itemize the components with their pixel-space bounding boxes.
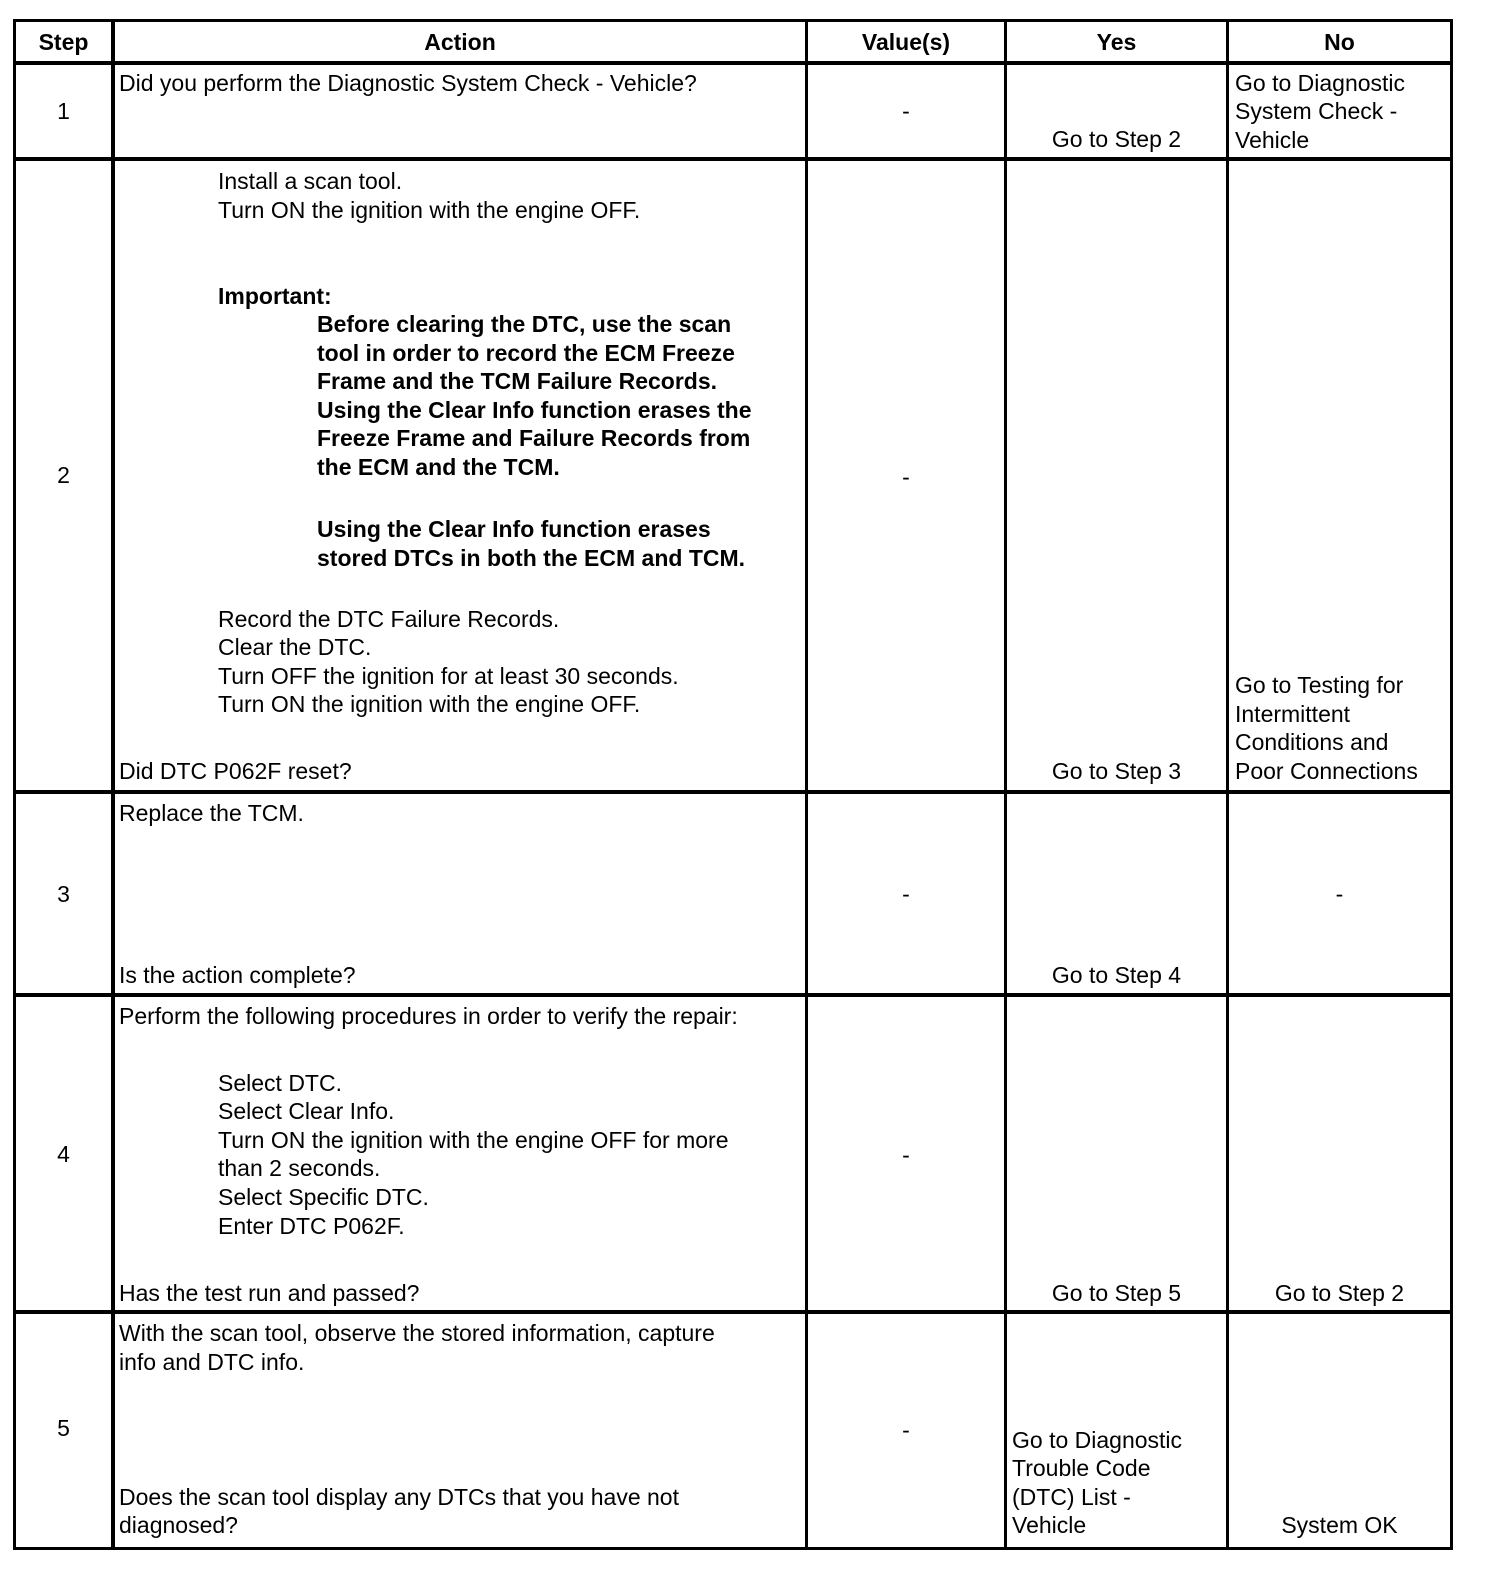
important-note-line: Freeze Frame and Failure Records from: [317, 425, 751, 451]
no-cell: System OK: [1281, 1512, 1398, 1538]
action-text: Perform the following procedures in order to verify the repair:: [119, 1003, 738, 1029]
header-yes: Yes: [1096, 29, 1137, 55]
step-number: 5: [57, 1415, 70, 1441]
header-step: Step: [38, 29, 89, 55]
action-question: Did DTC P062F reset?: [119, 758, 352, 784]
action-question-line: diagnosed?: [119, 1512, 238, 1538]
value-cell: -: [902, 98, 910, 124]
procedure-line: Record the DTC Failure Records.: [218, 606, 560, 632]
yes-cell: Go to Step 3: [1051, 758, 1182, 784]
procedure-line: Turn ON the ignition with the engine OFF.: [218, 691, 641, 717]
no-cell-line: Go to Diagnostic: [1235, 70, 1406, 96]
table-border-bottom: [13, 1547, 1453, 1550]
procedure-line: Turn ON the ignition with the engine OFF.: [218, 197, 641, 223]
yes-cell-line: (DTC) List -: [1012, 1484, 1131, 1510]
procedure-line: Select DTC.: [218, 1070, 342, 1096]
important-label: Important:: [218, 283, 332, 309]
diagnostic-table: [13, 19, 1453, 1550]
important-note-line: Using the Clear Info function erases: [317, 516, 711, 542]
column-divider: [111, 19, 115, 1550]
no-cell: -: [1335, 881, 1344, 907]
step-number: 2: [57, 462, 70, 488]
table-border-left: [13, 19, 16, 1550]
procedure-line: Turn OFF the ignition for at least 30 seconds.: [218, 663, 679, 689]
procedure-line: than 2 seconds.: [218, 1155, 381, 1181]
important-note-line: tool in order to record the ECM Freeze: [317, 340, 735, 366]
procedure-line: Turn ON the ignition with the engine OFF for more: [218, 1127, 729, 1153]
important-note-line: Before clearing the DTC, use the scan: [317, 311, 732, 337]
row-divider: [13, 61, 1453, 65]
yes-cell-line: Trouble Code: [1012, 1455, 1151, 1481]
important-note-line: stored DTCs in both the ECM and TCM.: [317, 545, 746, 571]
important-note-line: Using the Clear Info function erases the: [317, 397, 752, 423]
no-cell: Go to Step 2: [1274, 1280, 1405, 1306]
no-cell-line: Go to Testing for: [1235, 672, 1404, 698]
procedure-line: Enter DTC P062F.: [218, 1213, 405, 1239]
step-number: 3: [57, 881, 70, 907]
value-cell: -: [902, 1417, 910, 1443]
no-cell-line: Vehicle: [1235, 127, 1310, 153]
yes-cell-line: Vehicle: [1012, 1512, 1087, 1538]
header-action: Action: [424, 29, 496, 55]
table-border-top: [13, 19, 1453, 22]
action-line: info and DTC info.: [119, 1349, 305, 1375]
row-divider: [13, 790, 1453, 794]
action-question: Has the test run and passed?: [119, 1280, 420, 1306]
row-divider: [13, 1310, 1453, 1314]
important-note-line: the ECM and the TCM.: [317, 454, 560, 480]
procedure-line: Select Specific DTC.: [218, 1184, 429, 1210]
value-cell: -: [902, 464, 910, 490]
procedure-line: Install a scan tool.: [218, 168, 403, 194]
no-cell-line: Intermittent: [1235, 701, 1351, 727]
yes-cell: Go to Step 2: [1051, 126, 1182, 152]
yes-cell: Go to Step 5: [1051, 1280, 1182, 1306]
column-divider: [1226, 19, 1229, 1550]
step-number: 4: [57, 1141, 70, 1167]
action-question-line: Does the scan tool display any DTCs that you have not: [119, 1484, 679, 1510]
action-line: With the scan tool, observe the stored information, capture: [119, 1320, 715, 1346]
action-text: Replace the TCM.: [119, 800, 304, 826]
important-note-line: Frame and the TCM Failure Records.: [317, 368, 718, 394]
value-cell: -: [902, 881, 910, 907]
no-cell-line: System Check -: [1235, 98, 1398, 124]
action-question: Did you perform the Diagnostic System Check - Vehicle?: [119, 70, 697, 96]
no-cell-line: Poor Connections: [1235, 758, 1418, 784]
column-divider: [805, 19, 808, 1550]
row-divider: [13, 157, 1453, 161]
step-number: 1: [57, 98, 70, 124]
procedure-line: Select Clear Info.: [218, 1098, 395, 1124]
no-cell-line: Conditions and: [1235, 729, 1389, 755]
yes-cell: Go to Step 4: [1051, 962, 1182, 988]
yes-cell-line: Go to Diagnostic: [1012, 1427, 1183, 1453]
header-no: No: [1324, 29, 1355, 55]
table-border-right: [1450, 19, 1453, 1550]
value-cell: -: [902, 1142, 910, 1168]
procedure-line: Clear the DTC.: [218, 634, 372, 660]
action-question: Is the action complete?: [119, 962, 356, 988]
row-divider: [13, 993, 1453, 997]
header-values: Value(s): [861, 29, 951, 55]
